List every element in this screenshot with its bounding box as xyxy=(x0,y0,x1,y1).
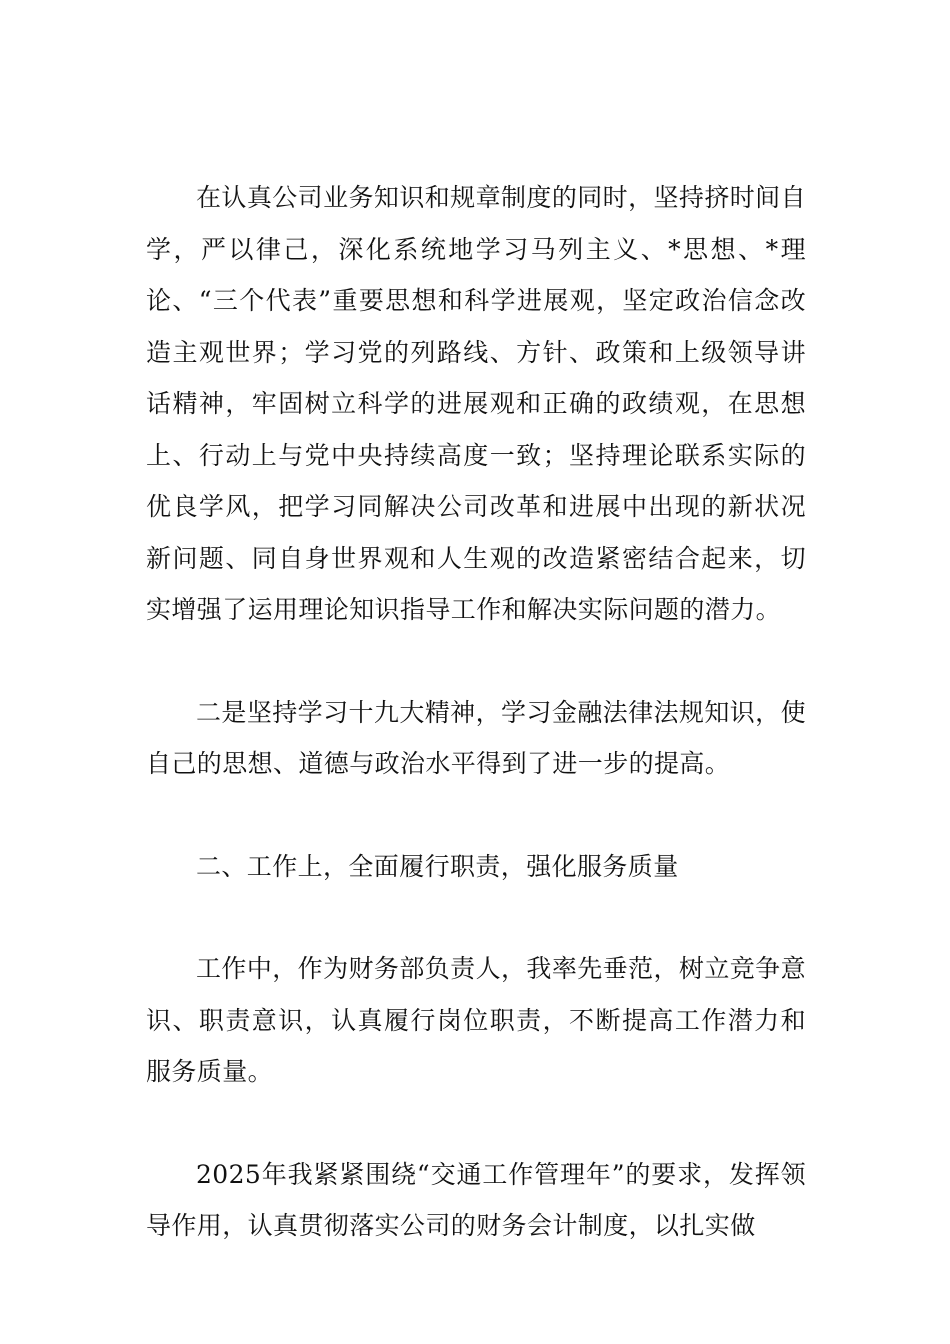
document-body xyxy=(146,172,806,1252)
paragraph-study: 在认真公司业务知识和规章制度的同时，坚持挤时间自学，严以律己，深化系统地学习马列主义、*思想、*理论、“三个代表”重要思想和科学进展观，坚定政治信念改造主观世界；学习党的列路线、方针、政策和上级领导讲话精神，牢固树立科学的进展观和正确的政绩观，在思想上、行动上与党中央持续高度一致；坚持理论联系实际的优良学风，把学习同解决公司改革和进展中出现的新状况新问题、同自身世界观和人生观的改造紧密结合起来，切实增强了运用理论知识指导工作和解决实际问题的潜力。 xyxy=(146,183,806,624)
paragraph-2025: 2025年我紧紧围绕“交通工作管理年”的要求，发挥领导作用，认真贯彻落实公司的财务会计制度，以扎实做 xyxy=(146,1159,806,1240)
paragraph-nineteenth-congress: 二是坚持学习十九大精神，学习金融法律法规知识，使自己的思想、道德与政治水平得到了进一步的提高。 xyxy=(146,697,806,778)
section-heading-work: 二、工作上，全面履行职责，强化服务质量 xyxy=(196,851,679,881)
paragraph-finance-head: 工作中，作为财务部负责人，我率先垂范，树立竞争意识、职责意识，认真履行岗位职责，不断提高工作潜力和服务质量。 xyxy=(146,954,806,1086)
